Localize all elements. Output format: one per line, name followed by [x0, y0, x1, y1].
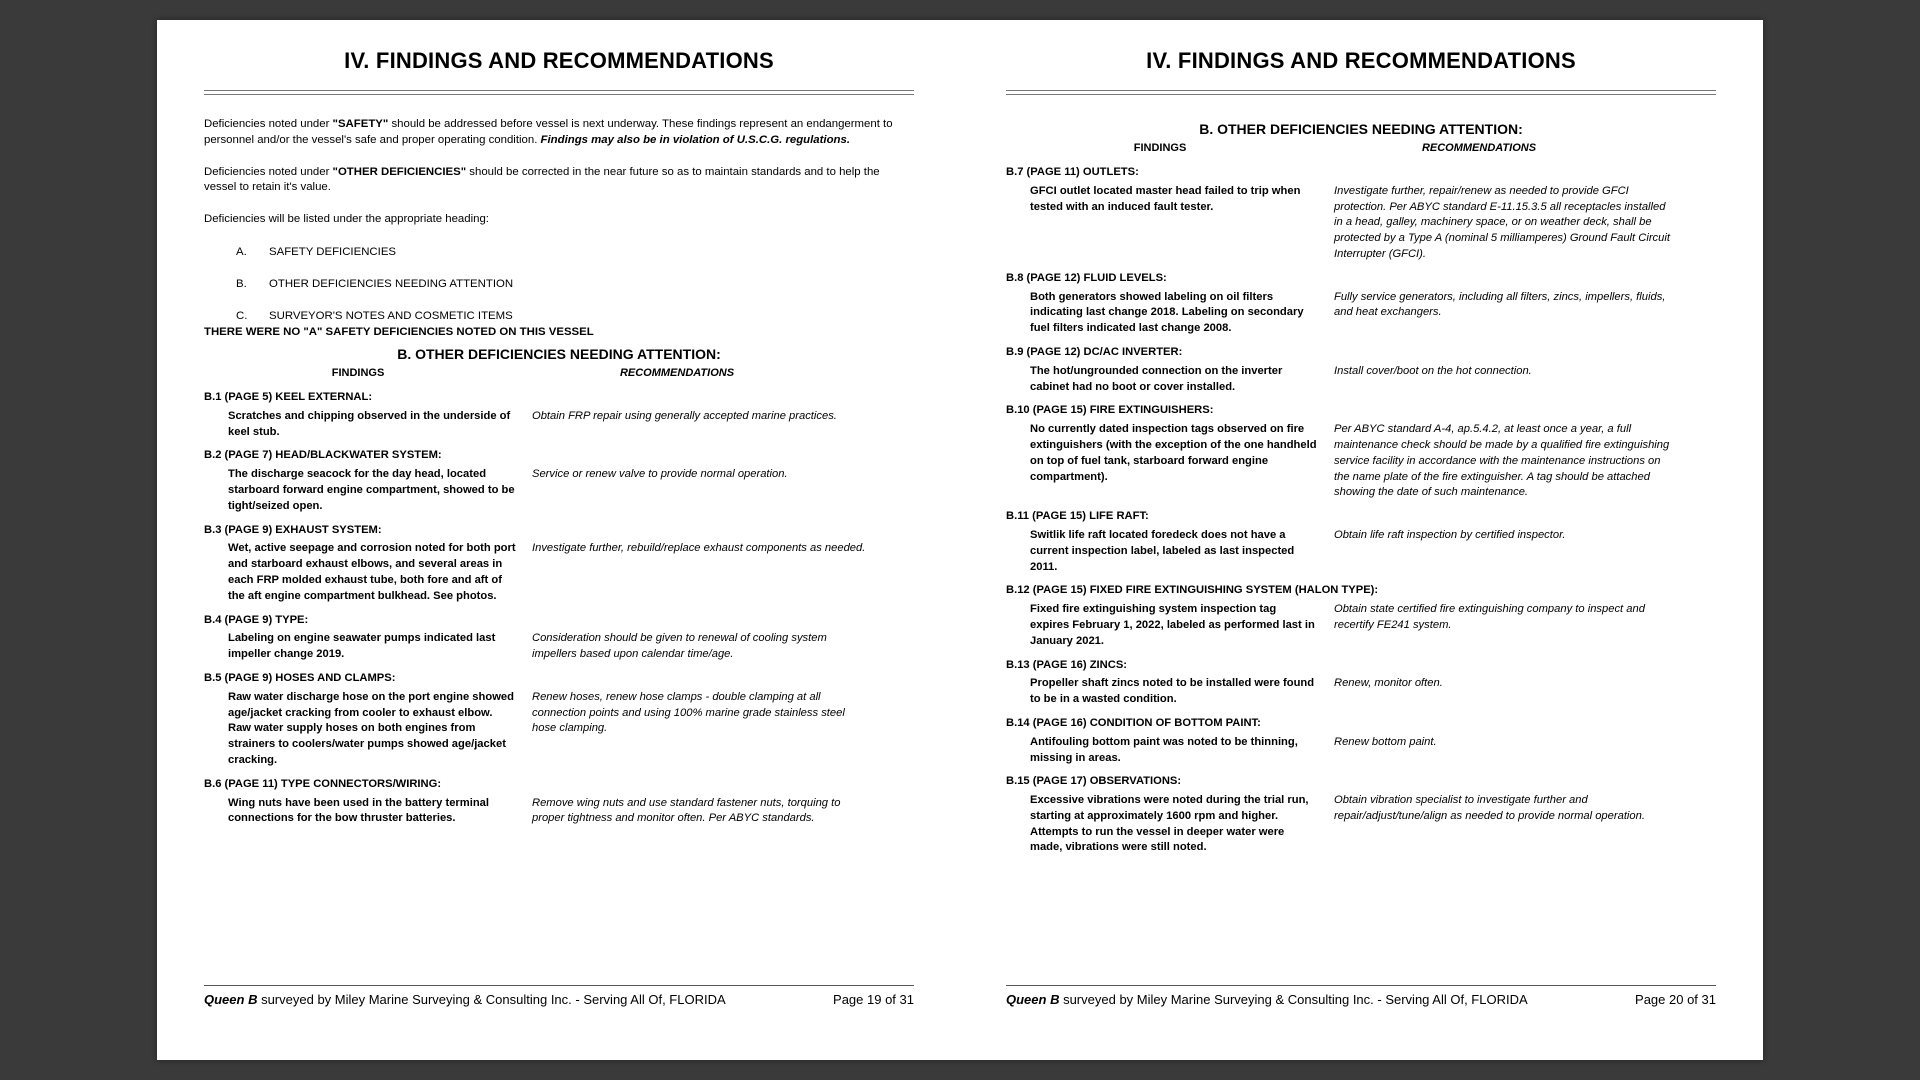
finding-heading: B.5 (PAGE 9) HOSES AND CLAMPS: [204, 671, 396, 684]
category-label: SURVEYOR'S NOTES AND COSMETIC ITEMS [269, 309, 513, 322]
recommendation-text: Per ABYC standard A-4, ap.5.4.2, at least once a year, a full maintenance check should be made by a qualified fire extinguishing service facility in accordance with the maintenance instructions on the name plate of the fire extinguisher. A tag should be attached showing the date of such maintenance. [1334, 423, 1670, 499]
finding-text: Propeller shaft zincs noted to be installed were found to be in a wasted condition. [1030, 677, 1315, 706]
column-headers [1006, 139, 1716, 157]
recommendation-text: Service or renew valve to provide normal operation. [532, 468, 788, 481]
finding-item [204, 448, 914, 514]
finding-text: The discharge seacock for the day head, located starboard forward engine compartment, showed to be tight/seized open. [228, 468, 515, 512]
recommendation-text: Renew, monitor often. [1334, 677, 1443, 690]
finding-row [1006, 528, 1716, 575]
finding-item [1006, 658, 1716, 708]
finding-item [204, 613, 914, 663]
recommendations-header: RECOMMENDATIONS [619, 366, 735, 379]
finding-row [204, 467, 914, 514]
finding-row [1006, 676, 1716, 708]
intro-safety-keyword: "SAFETY" [332, 118, 389, 130]
finding-row [204, 409, 914, 441]
vessel-name: Queen B [204, 992, 258, 1007]
finding-heading: B.8 (PAGE 12) FLUID LEVELS: [1006, 271, 1167, 284]
category-letter: A. [236, 245, 247, 258]
finding-row [1006, 422, 1716, 501]
finding-item [1006, 165, 1716, 263]
page-title: IV. FINDINGS AND RECOMMENDATIONS [344, 48, 774, 73]
section-title: B. OTHER DEFICIENCIES NEEDING ATTENTION: [1199, 121, 1523, 137]
title-rule [204, 90, 914, 95]
column-headers [204, 364, 914, 382]
finding-row [1006, 290, 1716, 337]
finding-heading: B.7 (PAGE 11) OUTLETS: [1006, 166, 1139, 178]
finding-row [204, 631, 914, 663]
finding-heading: B.4 (PAGE 9) TYPE: [204, 613, 309, 626]
finding-heading: B.10 (PAGE 15) FIRE EXTINGUISHERS: [1006, 404, 1214, 417]
finding-heading: B.1 (PAGE 5) KEEL EXTERNAL: [204, 390, 373, 403]
finding-item [1006, 583, 1716, 649]
finding-text: Wet, active seepage and corrosion noted for both port and starboard exhaust elbows, and several areas in each FRP molded exhaust tube, both fore and aft of the aft engine compartment bulkhead. See photos. [228, 542, 516, 602]
intro-uscg-note: Findings may also be in violation of U.S.C.G. regulations. [540, 133, 851, 146]
finding-text: Labeling on engine seawater pumps indicated last impeller change 2019. [228, 632, 496, 661]
recommendation-text: Fully service generators, including all filters, zincs, impellers, fluids, and heat exchangers. [1334, 290, 1666, 319]
page-20 [1006, 20, 1716, 1060]
category-letter: B. [236, 277, 247, 290]
page-footer [1006, 985, 1716, 1007]
finding-text: Fixed fire extinguishing system inspection tag expires February 1, 2022, labeled as performed last in January 2021. [1030, 603, 1315, 647]
intro-text: Deficiencies noted under [204, 118, 333, 130]
finding-row [1006, 602, 1716, 649]
intro-heading-paragraph: Deficiencies will be listed under the appropriate heading: [204, 213, 489, 226]
intro-text: should be corrected in the near future so as to maintain standards and to help the vessel to retain it's value. [204, 165, 880, 194]
finding-item [204, 523, 914, 605]
findings-header: FINDINGS [1133, 142, 1187, 154]
no-safety-deficiencies-note: THERE WERE NO "A" SAFETY DEFICIENCIES NOTED ON THIS VESSEL [204, 325, 594, 338]
finding-item [1006, 774, 1716, 856]
finding-text: Switlik life raft located foredeck does not have a current inspection label, labeled as last inspected 2011. [1030, 528, 1295, 573]
finding-text: Antifouling bottom paint was noted to be thinning, missing in areas. [1030, 735, 1298, 764]
recommendation-text: Renew hoses, renew hose clamps - double clamping at all connection points and using 100% marine grade stainless steel hose clamping. [532, 690, 845, 735]
finding-text: The hot/ungrounded connection on the inverter cabinet had no boot or cover installed. [1030, 364, 1283, 393]
page-number: Page 19 of 31 [833, 992, 914, 1007]
recommendation-text: Obtain life raft inspection by certified inspector. [1334, 528, 1566, 541]
finding-row [1006, 735, 1716, 767]
intro-text: Deficiencies noted under [204, 165, 333, 178]
finding-heading: B.15 (PAGE 17) OBSERVATIONS: [1006, 775, 1182, 788]
recommendation-text: Obtain state certified fire extinguishing company to inspect and recertify FE241 system. [1334, 603, 1645, 631]
recommendation-text: Remove wing nuts and use standard fastener nuts, torquing to proper tightness and monitor often. Per ABYC standards. [532, 796, 841, 825]
category-letter: C. [236, 309, 248, 322]
intro-other-keyword: "OTHER DEFICIENCIES" [332, 165, 467, 178]
intro-other-paragraph [204, 165, 914, 197]
finding-text: Raw water discharge hose on the port engine showed age/jacket cracking from cooler to exhaust elbow. Raw water supply hoses on both engines from strainers to coolers/water pumps showed age/jacket cracking. [228, 690, 514, 766]
footer-text [204, 992, 726, 1007]
intro-safety-paragraph [204, 117, 914, 149]
finding-item [1006, 271, 1716, 337]
intro [204, 117, 914, 228]
finding-item [1006, 716, 1716, 766]
finding-text: No currently dated inspection tags observed on fire extinguishers (with the exception of the one handheld on top of fuel tank, starboard forward engine compartment). [1030, 423, 1317, 483]
page-number: Page 20 of 31 [1635, 992, 1716, 1007]
page-19 [204, 20, 914, 1060]
intro-text: should be addressed before vessel is next underway. These findings represent an endangerment to personnel and/or the vessel's safe and proper operating condition. [204, 118, 893, 146]
finding-row [1006, 793, 1716, 856]
finding-item [1006, 345, 1716, 395]
finding-row [1006, 184, 1716, 263]
category-item [204, 276, 914, 308]
page-title: IV. FINDINGS AND RECOMMENDATIONS [1146, 48, 1576, 73]
vessel-name: Queen B [1006, 992, 1060, 1007]
finding-heading: B.3 (PAGE 9) EXHAUST SYSTEM: [204, 523, 382, 536]
finding-heading: B.13 (PAGE 16) ZINCS: [1006, 658, 1128, 671]
category-label: SAFETY DEFICIENCIES [269, 245, 397, 258]
category-item [204, 244, 914, 276]
recommendation-text: Obtain vibration specialist to investigate further and repair/adjust/tune/align as needed to provide normal operation. [1334, 794, 1645, 822]
finding-text: Scratches and chipping observed in the underside of keel stub. [228, 409, 511, 438]
finding-text: Wing nuts have been used in the battery terminal connections for the bow thruster batteries. [228, 796, 489, 825]
finding-row [204, 690, 914, 769]
finding-heading: B.14 (PAGE 16) CONDITION OF BOTTOM PAINT: [1006, 716, 1261, 729]
finding-row [1006, 364, 1716, 396]
finding-row [204, 541, 914, 604]
page-footer [204, 985, 914, 1007]
finding-item [1006, 403, 1716, 501]
findings-list [204, 390, 914, 827]
recommendation-text: Investigate further, rebuild/replace exhaust components as needed. [532, 542, 866, 555]
category-label: OTHER DEFICIENCIES NEEDING ATTENTION [269, 277, 514, 290]
finding-text: Both generators showed labeling on oil filters indicating last change 2018. Labeling on secondary fuel filters indicated last change 2008. [1030, 290, 1304, 335]
finding-item [204, 777, 914, 827]
recommendation-text: Investigate further, repair/renew as needed to provide GFCI protection. Per ABYC standard E-11.15.3.5 all receptacles installed in a head, galley, machinery space, or on weather deck, shall be protected by a Type A (nominal 5 milliamperes) Ground Fault Circuit Interrupter (GFCI). [1334, 184, 1670, 260]
recommendation-text: Consideration should be given to renewal of cooling system impellers based upon calendar time/age. [532, 632, 827, 661]
recommendation-text: Obtain FRP repair using generally accepted marine practices. [532, 409, 837, 422]
finding-heading: B.2 (PAGE 7) HEAD/BLACKWATER SYSTEM: [204, 449, 442, 462]
findings-header: FINDINGS [331, 366, 385, 379]
recommendation-text: Renew bottom paint. [1334, 735, 1437, 748]
finding-heading: B.12 (PAGE 15) FIXED FIRE EXTINGUISHING SYSTEM (HALON TYPE): [1006, 584, 1379, 597]
section-title: B. OTHER DEFICIENCIES NEEDING ATTENTION: [397, 345, 721, 362]
recommendation-text: Install cover/boot on the hot connection. [1334, 364, 1532, 377]
finding-item [204, 390, 914, 440]
finding-item [1006, 509, 1716, 575]
title-rule [1006, 90, 1716, 95]
findings-list [1006, 165, 1716, 856]
finding-text: Excessive vibrations were noted during the trial run, starting at approximately 1600 rpm and higher. Attempts to run the vessel in deeper water were made, vibrations were still noted. [1030, 794, 1309, 854]
finding-heading: B.11 (PAGE 15) LIFE RAFT: [1006, 510, 1149, 523]
finding-text: GFCI outlet located master head failed to trip when tested with an induced fault tester. [1030, 184, 1301, 213]
footer-text [1006, 992, 1528, 1007]
surveyor-line: surveyed by Miley Marine Surveying & Consulting Inc. - Serving All Of, FLORIDA [257, 992, 726, 1007]
surveyor-line: surveyed by Miley Marine Surveying & Consulting Inc. - Serving All Of, FLORIDA [1059, 992, 1528, 1007]
finding-heading: B.9 (PAGE 12) DC/AC INVERTER: [1006, 345, 1183, 358]
finding-row [204, 796, 914, 828]
document-spread [157, 20, 1763, 1060]
finding-heading: B.6 (PAGE 11) TYPE CONNECTORS/WIRING: [204, 777, 442, 790]
recommendations-header: RECOMMENDATIONS [1421, 142, 1537, 154]
finding-item [204, 671, 914, 769]
